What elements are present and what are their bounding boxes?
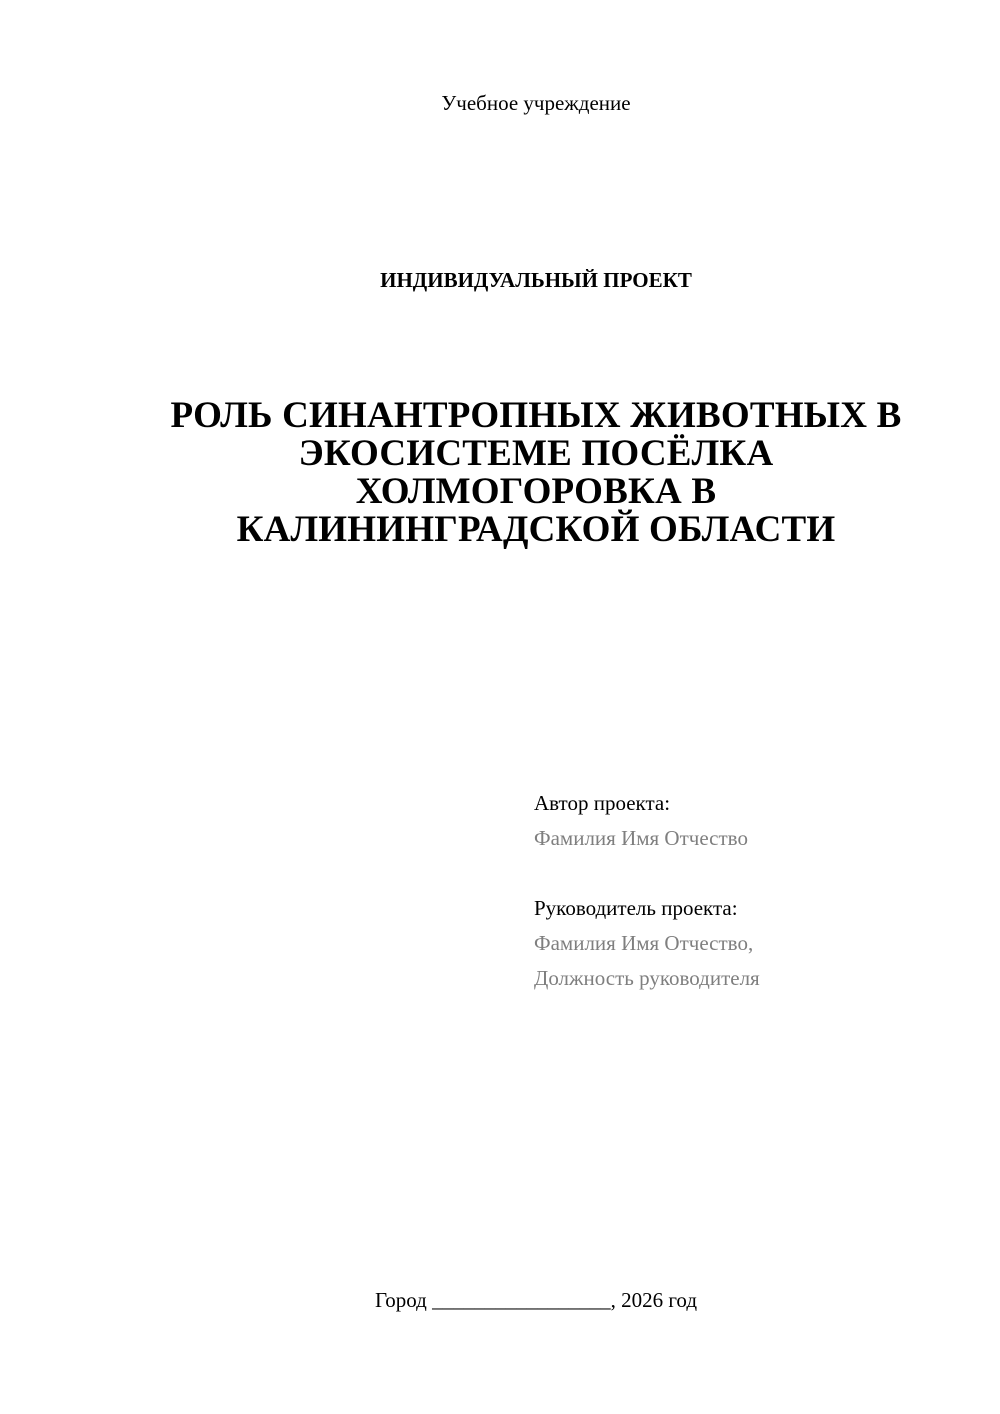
project-title-line: ЭКОСИСТЕМЕ ПОСЁЛКА — [298, 433, 774, 474]
city-year-line — [0, 1288, 1000, 1313]
project-title-line: РОЛЬ СИНАНТРОПНЫХ ЖИВОТНЫХ В — [170, 395, 902, 436]
project-title-line: КАЛИНИНГРАДСКОЙ ОБЛАСТИ — [236, 509, 836, 550]
supervisor-block — [534, 891, 760, 996]
author-name: Фамилия Имя Отчество — [534, 826, 748, 850]
supervisor-label: Руководитель проекта: — [534, 896, 738, 920]
city-label: Город — [374, 1288, 427, 1312]
institution-name: Учебное учреждение — [441, 91, 631, 115]
project-title — [150, 397, 922, 549]
supervisor-position: Должность руководителя — [534, 966, 760, 990]
author-block — [534, 786, 748, 856]
author-label: Автор проекта: — [534, 791, 671, 815]
document-type: ИНДИВИДУАЛЬНЫЙ ПРОЕКТ — [380, 268, 692, 292]
year-text: , 2026 год — [610, 1288, 698, 1312]
city-blank: _________________ — [432, 1288, 611, 1312]
supervisor-name: Фамилия Имя Отчество, — [534, 931, 754, 955]
project-title-line: ХОЛМОГОРОВКА В — [355, 471, 717, 512]
